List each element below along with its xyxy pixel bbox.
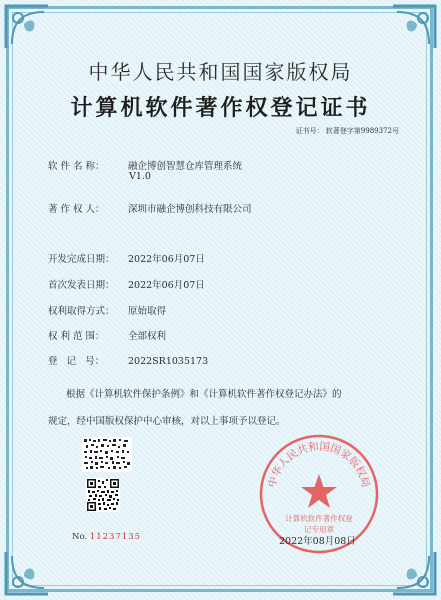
software-name-value: 融企博创智慧仓库管理系统	[128, 161, 243, 172]
scope-row	[48, 328, 166, 342]
pub-date-row	[48, 277, 205, 291]
certificate-title: 计算机软件著作权登记证书	[70, 95, 371, 121]
certificate-number: 证书号： 软著登字第9989372号	[295, 127, 399, 135]
field-label: 权利取得方式：	[48, 306, 115, 317]
owner-value: 深圳市融企博创科技有限公司	[128, 204, 252, 215]
statement-line-1: 根据《计算机软件保护条例》和《计算机软件著作权登记办法》的	[66, 389, 342, 400]
owner-row	[48, 201, 252, 215]
software-version: V1.0	[129, 171, 151, 182]
issue-date: 2022年08月08日	[279, 536, 356, 547]
qr-code-icon	[86, 478, 120, 512]
dev-date-row	[48, 251, 205, 265]
issuer-title: 中华人民共和国国家版权局	[88, 60, 353, 84]
field-label: 软 件 名 称：	[48, 161, 105, 172]
pub-date-value: 2022年06月07日	[128, 280, 205, 291]
seal-bottom-text: 计算机软件著作权登记专用章	[285, 514, 353, 534]
reg-no-row	[48, 353, 208, 367]
statement-line-2: 规定，经中国版权保护中心审核，对以上事项予以登记。	[48, 416, 286, 427]
scope-value: 全部权利	[128, 331, 167, 342]
corner-ornament-icon	[391, 4, 437, 50]
corner-ornament-icon	[4, 4, 50, 50]
dev-date-value: 2022年06月07日	[128, 254, 205, 265]
corner-ornament-icon	[391, 550, 437, 596]
field-label: 首次发表日期：	[48, 280, 115, 291]
corner-ornament-icon	[4, 550, 50, 596]
serial-number: No. 11237135	[72, 532, 142, 542]
acquire-row	[48, 303, 166, 317]
software-name-row	[48, 158, 242, 172]
field-label: 登 记 号：	[48, 356, 105, 367]
reg-no-value: 2022SR1035173	[128, 356, 209, 367]
field-label: 开发完成日期：	[48, 254, 115, 265]
security-pattern-icon	[82, 437, 132, 472]
acquire-value: 原始取得	[128, 306, 167, 317]
field-label: 著 作 权 人：	[48, 204, 105, 215]
field-label: 权 利 范 围：	[48, 331, 105, 342]
seal-arc-text: 中华人民共和国国家版权局	[266, 440, 372, 489]
